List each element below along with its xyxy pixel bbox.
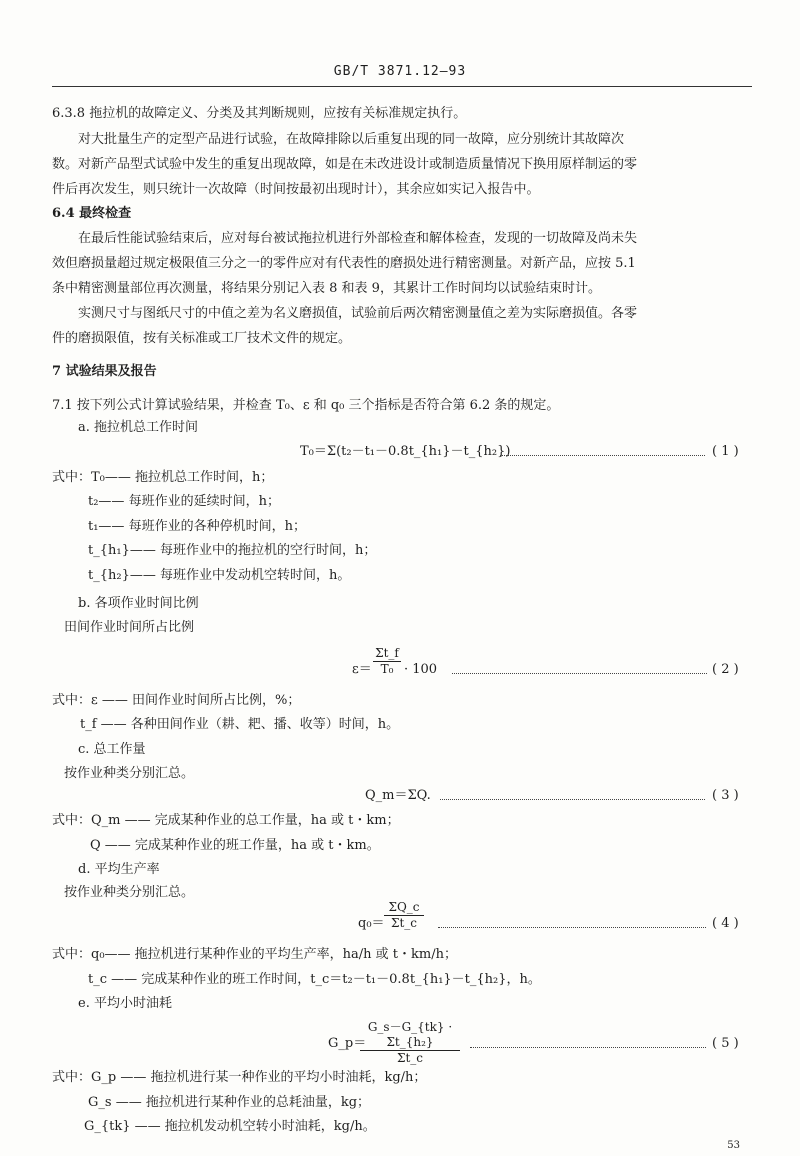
formula-2-fraction: [373, 646, 401, 677]
item-c-label: c. 总工作量: [78, 742, 146, 757]
formula-5-numerator: G_s－G_{tk} · Σt_{h₂}: [360, 1020, 460, 1051]
dot-leader: [440, 799, 705, 800]
formula-5-lhs: G_p＝: [328, 1036, 367, 1051]
section-heading-6-4: 6.4 最终检查: [52, 206, 132, 221]
clause-7-1: 7.1 按下列公式计算试验结果，并检查 T₀、ε 和 q₀ 三个指标是否符合第 6.2 条的规定。: [52, 398, 560, 413]
item-b-sub: 田间作业时间所占比例: [64, 620, 195, 635]
definition-line: t_{h₁}—— 每班作业中的拖拉机的空行时间，h；: [88, 543, 377, 558]
formula-4-lhs: q₀＝: [358, 916, 385, 931]
paragraph-line: 效但磨损量超过规定极限值三分之一的零件应对有代表性的磨损处进行精密测量。对新产品，应按 5.1: [52, 256, 636, 271]
definition-line: 式中：T₀—— 拖拉机总工作时间，h；: [52, 470, 274, 485]
paragraph-line: 条中精密测量部位再次测量，将结果分别记入表 8 和表 9，其累计工作时间均以试验结束时计。: [52, 281, 601, 296]
dot-leader: [500, 455, 705, 456]
item-b-label: b. 各项作业时间比例: [78, 596, 199, 611]
definition-line: 式中：Q_m —— 完成某种作业的总工作量，ha 或 t・km；: [52, 813, 400, 828]
formula-3: Q_m＝ΣQ.: [365, 788, 431, 803]
definition-line: t_{h₂}—— 每班作业中发动机空转时间，h。: [88, 568, 351, 583]
dot-leader: [470, 1047, 706, 1048]
equation-number-2: ( 2 ): [712, 662, 739, 677]
definition-line: 式中：q₀—— 拖拉机进行某种作业的平均生产率，ha/h 或 t・km/h；: [52, 947, 457, 962]
paragraph-line: 件后再次发生，则只统计一次故障（时间按最初出现时计），其余应如实记入报告中。: [52, 182, 540, 197]
item-e-label: e. 平均小时油耗: [78, 996, 172, 1011]
header-rule: [52, 86, 752, 87]
formula-4-fraction: [384, 900, 424, 931]
definition-line: Q —— 完成某种作业的班工作量，ha 或 t・km。: [90, 838, 380, 853]
definition-line: t₂—— 每班作业的延续时间，h；: [88, 494, 280, 509]
formula-2-rhs: · 100: [404, 662, 438, 677]
dot-leader: [452, 673, 707, 674]
formula-1: T₀＝Σ(t₂－t₁－0.8t_{h₁}－t_{h₂}): [300, 444, 511, 459]
definition-line: t_f —— 各种田间作业（耕、耙、播、收等）时间，h。: [80, 717, 400, 732]
formula-4-denominator: Σt_c: [390, 916, 418, 930]
formula-2-numerator: Σt_f: [373, 646, 401, 662]
definition-line: t₁—— 每班作业的各种停机时间，h；: [88, 519, 306, 534]
equation-number-1: ( 1 ): [712, 444, 739, 459]
paragraph-line: 件的磨损限值，按有关标准或工厂技术文件的规定。: [52, 331, 352, 346]
definition-line: G_s —— 拖拉机进行某种作业的总耗油量，kg；: [88, 1095, 371, 1110]
paragraph-line: 数。对新产品型式试验中发生的重复出现故障，如是在未改进设计或制造质量情况下换用原样制运的零: [52, 157, 638, 172]
definition-line: G_{tk} —— 拖拉机发动机空转小时油耗，kg/h。: [84, 1119, 376, 1134]
equation-number-4: ( 4 ): [712, 916, 739, 931]
section-heading-7: 7 试验结果及报告: [52, 364, 157, 379]
paragraph-line: 在最后性能试验结束后，应对每台被试拖拉机进行外部检查和解体检查，发现的一切故障及尚未失: [78, 231, 638, 246]
formula-2-lhs: ε＝: [352, 662, 372, 677]
item-d-sub: 按作业种类分别汇总。: [64, 885, 195, 900]
paragraph-line: 对大批量生产的定型产品进行试验，在故障排除以后重复出现的同一故障，应分别统计其故障次: [78, 132, 625, 147]
formula-4-numerator: ΣQ_c: [384, 900, 424, 916]
clause-6-3-8: 6.3.8 拖拉机的故障定义、分类及其判断规则，应按有关标准规定执行。: [52, 106, 467, 121]
standard-header: GB/T 3871.12—93: [333, 64, 467, 79]
definition-line: 式中：G_p —— 拖拉机进行某一种作业的平均小时油耗，kg/h；: [52, 1070, 427, 1085]
definition-line: 式中：ε —— 田间作业时间所占比例，%；: [52, 693, 301, 708]
paragraph-line: 实测尺寸与图纸尺寸的中值之差为名义磨损值，试验前后两次精密测量值之差为实际磨损值。各零: [78, 306, 638, 321]
item-c-sub: 按作业种类分别汇总。: [64, 766, 195, 781]
equation-number-5: ( 5 ): [712, 1036, 739, 1051]
formula-5-denominator: Σt_c: [396, 1051, 424, 1065]
item-d-label: d. 平均生产率: [78, 862, 160, 877]
dot-leader: [438, 927, 706, 928]
definition-line: t_c —— 完成某种作业的班工作时间，t_c＝t₂－t₁－0.8t_{h₁}－t_{h₂}，h。: [88, 972, 541, 987]
equation-number-3: ( 3 ): [712, 788, 739, 803]
item-a-label: a. 拖拉机总工作时间: [78, 420, 199, 435]
formula-2-denominator: T₀: [380, 662, 394, 676]
page-number: 53: [727, 1140, 740, 1151]
formula-5-fraction: [360, 1020, 460, 1066]
